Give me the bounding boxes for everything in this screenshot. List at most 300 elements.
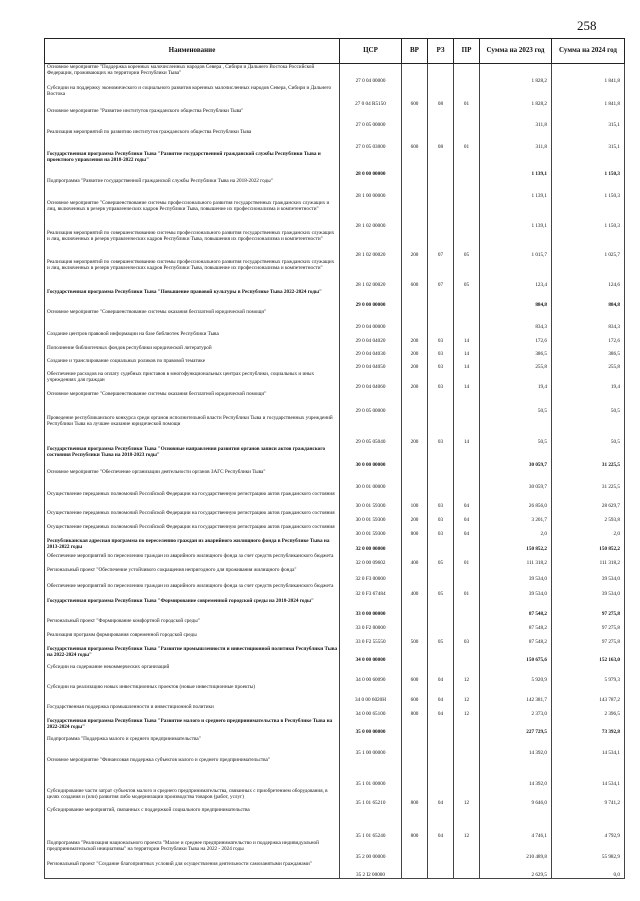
row-csr: 28 1 02 00000 xyxy=(340,200,402,230)
row-rz: 08 xyxy=(428,129,454,151)
row-name: Создание и транслирование социальных роликов по правовой тематике xyxy=(45,358,340,371)
row-csr: 32 0 F3 00000 xyxy=(340,567,402,583)
row-sum-2024: 2 593,8 xyxy=(552,510,625,524)
row-pr: 03 xyxy=(454,632,480,646)
row-pr xyxy=(454,736,480,757)
row-pr xyxy=(454,151,480,178)
table-row xyxy=(45,788,625,807)
row-pr: 04 xyxy=(454,510,480,524)
row-rz: 03 xyxy=(428,524,454,538)
row-csr: 35 1 00 00000 xyxy=(340,736,402,757)
table-row xyxy=(45,331,625,345)
row-rz: 05 xyxy=(428,553,454,567)
row-rz: 04 xyxy=(428,664,454,684)
row-name: Государственная программа Республики Тыва "Развитие малого и среднего предпринимательства в Республике Тыва на 2022-2024 годы" xyxy=(45,718,340,736)
row-sum-2024: 55 982,9 xyxy=(552,840,625,861)
row-vr xyxy=(402,446,428,469)
row-sum-2023: 150 675,6 xyxy=(480,646,552,664)
row-rz xyxy=(428,289,454,309)
row-pr: 12 xyxy=(454,788,480,807)
row-sum-2024: 884,8 xyxy=(552,289,625,309)
row-sum-2023: 3 201,7 xyxy=(480,510,552,524)
row-pr xyxy=(454,309,480,331)
row-pr: 01 xyxy=(454,129,480,151)
row-vr xyxy=(402,289,428,309)
table-body xyxy=(45,64,625,879)
row-pr: 14 xyxy=(454,415,480,446)
header-rz: РЗ xyxy=(428,39,454,64)
row-rz xyxy=(428,64,454,85)
table-row xyxy=(45,415,625,446)
row-rz xyxy=(428,200,454,230)
row-sum-2023: 50,5 xyxy=(480,415,552,446)
table-row xyxy=(45,553,625,567)
row-sum-2023: 2,0 xyxy=(480,524,552,538)
row-rz xyxy=(428,151,454,178)
row-name: Основное мероприятие "Финансовая поддержка субъектов малого и среднего предпринимательства" xyxy=(45,757,340,788)
row-name: Осуществление переданных полномочий Российской Федерации на государственную регистрацию актов гражданского состояния xyxy=(45,491,340,510)
row-rz: 03 xyxy=(428,345,454,358)
row-rz xyxy=(428,538,454,553)
table-row xyxy=(45,632,625,646)
table-row xyxy=(45,807,625,840)
row-rz: 08 xyxy=(428,85,454,108)
header-csr: ЦСР xyxy=(340,39,402,64)
row-csr: 27 0 04 00000 xyxy=(340,64,402,85)
row-rz xyxy=(428,646,454,664)
row-csr: 30 0 01 59300 xyxy=(340,510,402,524)
row-name: Субсидирование части затрат субъектов малого и среднего предпринимательства, связанных с приобретением оборудования, в целях создания и (или) развития либо модернизации производства товаров (работ, услуг) xyxy=(45,788,340,807)
row-sum-2024: 1 841,8 xyxy=(552,85,625,108)
row-pr: 04 xyxy=(454,491,480,510)
row-csr: 27 0 05 00000 xyxy=(340,108,402,129)
row-name: Подпрограмма "Поддержка малого и среднего предпринимательства" xyxy=(45,736,340,757)
table-row xyxy=(45,151,625,178)
table-row xyxy=(45,757,625,788)
row-sum-2023: 19,4 xyxy=(480,371,552,391)
budget-table xyxy=(44,38,625,879)
row-sum-2023: 1 139,1 xyxy=(480,178,552,200)
table-row xyxy=(45,178,625,200)
row-vr xyxy=(402,757,428,788)
row-vr: 200 xyxy=(402,415,428,446)
row-csr: 33 0 00 00000 xyxy=(340,598,402,618)
row-name: Осуществление переданных полномочий Российской Федерации на государственную регистрацию актов гражданского состояния xyxy=(45,510,340,524)
table-row xyxy=(45,840,625,861)
row-csr: 35 0 00 00000 xyxy=(340,718,402,736)
row-vr xyxy=(402,200,428,230)
table-row xyxy=(45,664,625,684)
row-csr: 29 0 05 05040 xyxy=(340,415,402,446)
table-row xyxy=(45,200,625,230)
row-sum-2023: 142 381,7 xyxy=(480,684,552,704)
row-vr: 600 xyxy=(402,684,428,704)
row-name: Региональный проект "Формирование комфортной городской среды" xyxy=(45,618,340,632)
row-sum-2024: 14 534,1 xyxy=(552,736,625,757)
row-pr: 14 xyxy=(454,371,480,391)
row-pr: 01 xyxy=(454,85,480,108)
row-name: Основное мероприятие "Совершенствование системы оказания бесплатной юридической помощи" xyxy=(45,309,340,331)
row-vr: 400 xyxy=(402,553,428,567)
row-vr: 600 xyxy=(402,664,428,684)
row-name: Реализация мероприятий по совершенствованию системы профессионального развития государственных гражданских служащих и лиц, включенных в резерв управленческих кадров Республики Тыва, повышение их профессионализма и компетентности" xyxy=(45,259,340,289)
table-row xyxy=(45,85,625,108)
table-row xyxy=(45,446,625,469)
row-sum-2023: 1 139,1 xyxy=(480,200,552,230)
row-sum-2024: 73 392,8 xyxy=(552,718,625,736)
row-sum-2024: 2 396,5 xyxy=(552,704,625,718)
row-vr xyxy=(402,646,428,664)
row-sum-2023: 1 828,2 xyxy=(480,64,552,85)
row-pr: 01 xyxy=(454,583,480,598)
row-rz xyxy=(428,840,454,861)
table-row xyxy=(45,583,625,598)
row-csr: 32 0 F3 67484 xyxy=(340,583,402,598)
row-name: Субсидии на поддержку экономического и социального развития коренных малочисленных народов Севера, Сибири и Дальнего Востока xyxy=(45,85,340,108)
table-row xyxy=(45,469,625,491)
row-vr xyxy=(402,108,428,129)
row-sum-2023: 111 318,2 xyxy=(480,553,552,567)
row-rz xyxy=(428,309,454,331)
row-name: Подпрограмма "Развитие государственной гражданской службы Республики Тыва на 2018-2022 годы" xyxy=(45,178,340,200)
row-rz: 07 xyxy=(428,230,454,259)
row-pr: 12 xyxy=(454,684,480,704)
row-name: Обеспечение мероприятий по переселению граждан из аварийного жилищного фонда за счет средств республиканского бюджета xyxy=(45,583,340,598)
row-vr xyxy=(402,861,428,879)
row-pr: 14 xyxy=(454,358,480,371)
row-vr: 200 xyxy=(402,510,428,524)
row-pr: 14 xyxy=(454,345,480,358)
table-row xyxy=(45,861,625,879)
row-sum-2024: 4 792,9 xyxy=(552,807,625,840)
row-rz: 05 xyxy=(428,583,454,598)
row-sum-2023: 834,3 xyxy=(480,309,552,331)
table-row xyxy=(45,108,625,129)
row-rz xyxy=(428,391,454,415)
row-csr: 27 0 05 03000 xyxy=(340,129,402,151)
row-pr xyxy=(454,391,480,415)
row-pr xyxy=(454,446,480,469)
row-pr: 12 xyxy=(454,807,480,840)
row-name: Государственная программа Республики Тыва "Повышение правовой культуры в Республике Тыва 2022-2024 годы" xyxy=(45,289,340,309)
row-sum-2024: 2,0 xyxy=(552,524,625,538)
row-sum-2024: 1 150,3 xyxy=(552,151,625,178)
row-vr xyxy=(402,598,428,618)
row-rz: 03 xyxy=(428,331,454,345)
row-csr: 28 0 00 00000 xyxy=(340,151,402,178)
table-header-row xyxy=(45,39,625,64)
row-rz: 07 xyxy=(428,259,454,289)
row-pr: 05 xyxy=(454,230,480,259)
row-sum-2023: 14 392,0 xyxy=(480,736,552,757)
row-pr xyxy=(454,108,480,129)
row-sum-2023: 1 015,7 xyxy=(480,230,552,259)
table-row xyxy=(45,345,625,358)
row-name: Государственная программа Республики Тыва "Развитие государственной гражданской службы Республики Тыва и проектного управления на 2018-2022 годы" xyxy=(45,151,340,178)
row-rz: 03 xyxy=(428,415,454,446)
row-csr: 33 0 F2 55550 xyxy=(340,632,402,646)
row-pr xyxy=(454,598,480,618)
row-csr: 35 2 I2 00000 xyxy=(340,861,402,879)
row-pr: 12 xyxy=(454,704,480,718)
row-sum-2024: 97 275,8 xyxy=(552,618,625,632)
row-sum-2024: 9 741,2 xyxy=(552,788,625,807)
row-sum-2024: 1 841,8 xyxy=(552,64,625,85)
row-vr xyxy=(402,567,428,583)
table-row xyxy=(45,289,625,309)
row-rz xyxy=(428,567,454,583)
row-csr: 29 0 04 04060 xyxy=(340,371,402,391)
row-name: Основное мероприятие "Поддержка коренных малочисленных народов Севера , Сибири и Дальнего Востока Российской Федерации, проживающих на территории Республики Тыва" xyxy=(45,64,340,85)
row-csr: 29 0 04 00000 xyxy=(340,309,402,331)
row-vr xyxy=(402,469,428,491)
row-pr: 01 xyxy=(454,553,480,567)
row-name: Реализация мероприятий по развитию институтов гражданского общества Республики Тыва xyxy=(45,129,340,151)
row-sum-2024: 1 025,7 xyxy=(552,230,625,259)
row-vr: 400 xyxy=(402,583,428,598)
row-csr: 35 1 01 00000 xyxy=(340,757,402,788)
row-sum-2023: 172,6 xyxy=(480,331,552,345)
row-name: Государственная программа Республики Тыва "Развитие промышленности и инвестиционной политики Республики Тыва на 2022-2024 годы" xyxy=(45,646,340,664)
row-name: Основное мероприятие "Развитие институтов гражданского общества Республики Тыва" xyxy=(45,108,340,129)
row-csr: 30 0 01 00000 xyxy=(340,469,402,491)
table-row xyxy=(45,598,625,618)
row-sum-2023: 1 139,1 xyxy=(480,151,552,178)
row-sum-2023: 50,5 xyxy=(480,391,552,415)
header-pr: ПР xyxy=(454,39,480,64)
header-name: Наименование xyxy=(45,39,340,64)
row-csr: 28 1 02 00020 xyxy=(340,259,402,289)
row-csr: 30 0 00 00000 xyxy=(340,446,402,469)
row-name: Подпрограмма "Реализация национального проекта "Малое и среднее предпринимательство и поддержка индивидуальной предпринимательской инициативы" на территории Республики Тыва на 2022 - 2024 годы xyxy=(45,840,340,861)
row-vr xyxy=(402,840,428,861)
row-csr: 34 0 00 00000 xyxy=(340,646,402,664)
row-rz xyxy=(428,618,454,632)
row-rz xyxy=(428,446,454,469)
row-name: Основное мероприятие "Совершенствование системы профессионального развития государственных гражданских служащих и лиц, включенных в резерв управленческих кадров Республики Тыва, повышение их профессионализма и компетентности" xyxy=(45,200,340,230)
row-rz: 05 xyxy=(428,632,454,646)
header-sum-2024: Сумма на 2024 год xyxy=(552,39,625,64)
row-sum-2023: 123,4 xyxy=(480,259,552,289)
row-sum-2023: 30 059,7 xyxy=(480,469,552,491)
row-name: Обеспечение расходов на оплату судебных приставов в многофункциональных центрах республики, социальных и иных учреждениях для граждан xyxy=(45,371,340,391)
row-sum-2023: 311,8 xyxy=(480,129,552,151)
row-vr xyxy=(402,736,428,757)
row-sum-2023: 87 548,2 xyxy=(480,632,552,646)
row-sum-2024: 834,3 xyxy=(552,309,625,331)
row-pr xyxy=(454,757,480,788)
page-number: 258 xyxy=(577,18,597,33)
row-sum-2024: 315,1 xyxy=(552,108,625,129)
row-rz: 04 xyxy=(428,684,454,704)
row-rz: 03 xyxy=(428,358,454,371)
row-sum-2023: 4 746,1 xyxy=(480,807,552,840)
table-row xyxy=(45,391,625,415)
row-sum-2023: 2 629,5 xyxy=(480,861,552,879)
row-sum-2024: 111 318,2 xyxy=(552,553,625,567)
row-sum-2024: 386,5 xyxy=(552,345,625,358)
row-sum-2024: 50,5 xyxy=(552,391,625,415)
row-vr: 500 xyxy=(402,632,428,646)
row-sum-2024: 31 225,5 xyxy=(552,446,625,469)
row-csr: 29 0 00 00000 xyxy=(340,289,402,309)
row-name: Реализация мероприятий по совершенствованию системы профессионального развития государственных гражданских служащих и лиц, включенных в резерв управленческих кадров Республики Тыва, повышения их профессионализма и компетентности" xyxy=(45,230,340,259)
table-row xyxy=(45,259,625,289)
row-vr: 600 xyxy=(402,85,428,108)
row-vr: 600 xyxy=(402,129,428,151)
row-sum-2023: 5 920,9 xyxy=(480,664,552,684)
table-row xyxy=(45,736,625,757)
row-sum-2024: 143 787,2 xyxy=(552,684,625,704)
row-rz xyxy=(428,861,454,879)
row-name: Региональный проект "Создание благоприятных условий для осуществления деятельности самозанятыми гражданами" xyxy=(45,861,340,879)
row-vr: 600 xyxy=(402,259,428,289)
row-sum-2023: 87 548,2 xyxy=(480,598,552,618)
row-sum-2023: 255,8 xyxy=(480,358,552,371)
row-sum-2024: 14 534,1 xyxy=(552,757,625,788)
row-vr xyxy=(402,178,428,200)
row-csr: 34 0 00 65100 xyxy=(340,704,402,718)
row-vr: 800 xyxy=(402,704,428,718)
row-pr xyxy=(454,178,480,200)
row-rz xyxy=(428,108,454,129)
header-vr: ВР xyxy=(402,39,428,64)
row-name: Основное мероприятие "Совершенствование системы оказания бесплатной юридической помощи" xyxy=(45,391,340,415)
table-row xyxy=(45,371,625,391)
row-vr xyxy=(402,538,428,553)
table-row xyxy=(45,704,625,718)
table-row xyxy=(45,567,625,583)
row-csr: 34 0 00 6020Н xyxy=(340,684,402,704)
row-vr xyxy=(402,391,428,415)
row-name: Государственная программа Республики Тыва "Формирование современной городской среды на 2018-2024 годы" xyxy=(45,598,340,618)
row-sum-2024: 124,6 xyxy=(552,259,625,289)
row-csr: 34 0 00 60090 xyxy=(340,664,402,684)
row-rz xyxy=(428,736,454,757)
row-vr xyxy=(402,718,428,736)
table-row xyxy=(45,618,625,632)
row-csr: 30 0 01 59300 xyxy=(340,524,402,538)
row-pr xyxy=(454,538,480,553)
row-sum-2024: 315,1 xyxy=(552,129,625,151)
row-rz xyxy=(428,718,454,736)
row-sum-2024: 97 275,8 xyxy=(552,632,625,646)
row-sum-2024: 97 275,8 xyxy=(552,598,625,618)
row-csr: 28 1 02 00020 xyxy=(340,230,402,259)
row-name: Пополнение библиотечных фондов республики юридической литературой xyxy=(45,345,340,358)
row-rz: 04 xyxy=(428,807,454,840)
row-sum-2024: 19,4 xyxy=(552,371,625,391)
row-sum-2023: 87 548,2 xyxy=(480,618,552,632)
row-sum-2024: 31 225,5 xyxy=(552,469,625,491)
row-sum-2023: 150 852,2 xyxy=(480,538,552,553)
row-rz: 04 xyxy=(428,704,454,718)
row-sum-2023: 14 392,0 xyxy=(480,757,552,788)
row-name: Региональный проект "Обеспечение устойчивого сокращения непригодного для проживания жилищного фонда" xyxy=(45,567,340,583)
row-sum-2023: 1 828,2 xyxy=(480,85,552,108)
header-sum-2023: Сумма на 2023 год xyxy=(480,39,552,64)
row-sum-2024: 152 163,0 xyxy=(552,646,625,664)
row-vr xyxy=(402,64,428,85)
row-name: Республиканская адресная программа по переселению граждан из аварийного жилищного фонда в Республике Тыва на 2013-2022 годы xyxy=(45,538,340,553)
row-vr: 200 xyxy=(402,230,428,259)
row-sum-2023: 884,8 xyxy=(480,289,552,309)
row-csr: 29 0 04 04030 xyxy=(340,345,402,358)
row-rz: 03 xyxy=(428,371,454,391)
table-row xyxy=(45,309,625,331)
table-row xyxy=(45,358,625,371)
table-row xyxy=(45,684,625,704)
row-pr xyxy=(454,718,480,736)
row-name: Проведение республиканского конкурса среди органов исполнительной власти Республики Тыва и государственных учреждений Республики Тыва на лучшее оказание юридической помощи xyxy=(45,415,340,446)
row-rz xyxy=(428,598,454,618)
row-sum-2023: 386,5 xyxy=(480,345,552,358)
row-vr: 800 xyxy=(402,807,428,840)
row-name: Реализация программ формирования современной городской среды xyxy=(45,632,340,646)
row-rz xyxy=(428,757,454,788)
row-sum-2024: 150 852,2 xyxy=(552,538,625,553)
row-pr xyxy=(454,289,480,309)
row-name: Осуществление переданных полномочий Российской Федерации на государственную регистрацию актов гражданского состояния xyxy=(45,524,340,538)
row-sum-2023: 39 534,0 xyxy=(480,567,552,583)
row-sum-2023: 9 646,0 xyxy=(480,788,552,807)
row-csr: 32 0 00 00000 xyxy=(340,538,402,553)
row-csr: 35 2 00 00000 xyxy=(340,840,402,861)
table-row xyxy=(45,491,625,510)
row-rz xyxy=(428,469,454,491)
row-csr: 35 1 01 65210 xyxy=(340,788,402,807)
row-sum-2024: 39 534,0 xyxy=(552,583,625,598)
row-sum-2023: 26 856,0 xyxy=(480,491,552,510)
row-pr: 12 xyxy=(454,664,480,684)
row-pr: 04 xyxy=(454,524,480,538)
row-rz: 03 xyxy=(428,510,454,524)
row-pr xyxy=(454,861,480,879)
row-sum-2023: 39 534,0 xyxy=(480,583,552,598)
row-sum-2024: 5 979,3 xyxy=(552,664,625,684)
row-csr: 29 0 05 00000 xyxy=(340,391,402,415)
row-vr: 100 xyxy=(402,491,428,510)
row-sum-2023: 210 489,8 xyxy=(480,840,552,861)
row-name: Создание центров правовой информации на базе библиотек Республики Тыва xyxy=(45,331,340,345)
row-vr: 200 xyxy=(402,358,428,371)
row-name: Субсидии на содержание некоммерческих организаций xyxy=(45,664,340,684)
table-row xyxy=(45,129,625,151)
row-sum-2024: 255,8 xyxy=(552,358,625,371)
row-pr xyxy=(454,469,480,491)
row-vr xyxy=(402,618,428,632)
row-pr xyxy=(454,567,480,583)
table-row xyxy=(45,230,625,259)
row-vr: 200 xyxy=(402,345,428,358)
table-row xyxy=(45,538,625,553)
row-rz: 03 xyxy=(428,491,454,510)
row-pr: 14 xyxy=(454,331,480,345)
row-sum-2024: 39 534,0 xyxy=(552,567,625,583)
table-row xyxy=(45,64,625,85)
row-vr: 200 xyxy=(402,371,428,391)
row-name: Субсидии на реализацию новых инвестиционных проектов (новые инвестиционные проекты) xyxy=(45,684,340,704)
row-name: Субсидирование мероприятий, связанных с поддержкой социального предпринимательства xyxy=(45,807,340,840)
row-csr: 29 0 04 04050 xyxy=(340,358,402,371)
row-sum-2024: 50,5 xyxy=(552,415,625,446)
row-csr: 30 0 01 59300 xyxy=(340,491,402,510)
row-csr: 33 0 F2 00000 xyxy=(340,618,402,632)
row-sum-2023: 2 373,0 xyxy=(480,704,552,718)
row-csr: 29 0 04 04020 xyxy=(340,331,402,345)
row-pr xyxy=(454,618,480,632)
row-csr: 35 1 01 65240 xyxy=(340,807,402,840)
